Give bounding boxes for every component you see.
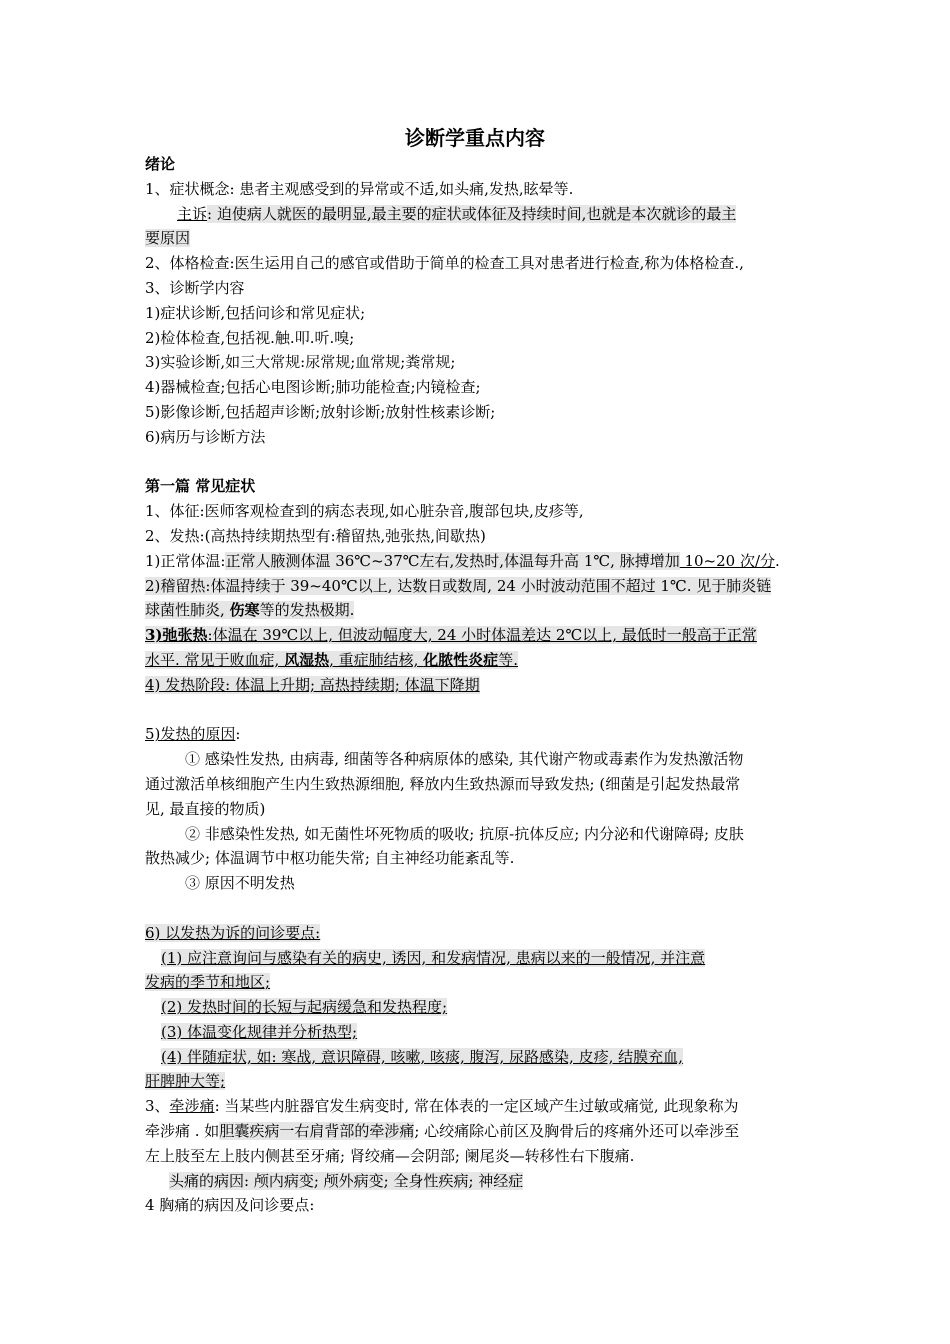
list-item: 5)影像诊断,包括超声诊断;放射诊断;放射性核素诊断;	[145, 402, 496, 421]
text-line	[145, 673, 810, 698]
text-line: 见, 最直接的物质)	[145, 799, 266, 818]
highlighted-text: (4) 伴随症状, 如: 寒战, 意识障碍, 咳嗽, 咳痰, 腹泻, 尿路感染, 皮疹, 结膜充血,	[161, 1047, 683, 1066]
text-line	[145, 1119, 810, 1144]
text-line	[145, 648, 810, 673]
bold-term: 风湿热	[284, 650, 330, 669]
section-heading-intro: 绪论	[145, 155, 176, 173]
text-line: ① 感染性发热, 由病毒, 细菌等各种病原体的感染, 其代谢产物或毒素作为发热激活物	[185, 750, 744, 769]
highlighted-text: 水平. 常见于败血症,	[145, 650, 285, 669]
text-line	[145, 1094, 810, 1119]
text-line: 2、体格检查:医生运用自己的感官或借助于简单的检查工具对患者进行检查,称为体格检查.,	[145, 254, 744, 273]
highlighted-text: 4) 发热阶段: 体温上升期; 高热持续期; 体温下降期	[145, 675, 480, 694]
text-line: 1、体征:医师客观检查到的病态表现,如心脏杂音,腹部包块,皮疹等,	[145, 502, 584, 521]
text-line	[145, 598, 810, 623]
highlighted-text: 6) 以发热为诉的问诊要点:	[145, 923, 321, 942]
highlighted-text: , 重症肺结核,	[329, 650, 424, 669]
text-span: 牵涉痛 . 如	[145, 1122, 220, 1141]
text-line	[145, 1069, 810, 1094]
text-line	[145, 722, 810, 747]
highlighted-text: (3) 体温变化规律并分析热型;	[161, 1022, 358, 1041]
list-item: 3)实验诊断,如三大常规:尿常规;血常规;粪常规;	[145, 353, 456, 372]
text-line	[145, 1020, 810, 1045]
text-span: 1)正常体温:	[145, 551, 226, 570]
text-line	[145, 921, 810, 946]
text-line	[145, 970, 810, 995]
page-title: 诊断学重点内容	[405, 126, 545, 150]
bold-term: 伤寒	[229, 601, 260, 620]
highlighted-text: 肝脾肿大等;	[145, 1072, 226, 1091]
blank-line	[145, 450, 810, 475]
text-line	[145, 995, 810, 1020]
list-item: 4)器械检查;包括心电图诊断;肺功能检查;内镜检查;	[145, 378, 481, 397]
highlighted-text: 要原因	[145, 229, 191, 248]
text-line	[145, 623, 810, 648]
term-referred-pain: 牵涉痛	[169, 1097, 215, 1116]
highlighted-text: (1) 应注意询问与感染有关的病史, 诱因, 和发病情况, 患病以来的一般情况, 并注意	[161, 948, 706, 967]
highlighted-text: 胆囊疾病一右肩背部的牵涉痛	[219, 1122, 415, 1141]
highlighted-text: 头痛的病因: 颅内病变; 颅外病变; 全身性疾病; 神经症	[169, 1171, 524, 1190]
text-line: 3、诊断学内容	[145, 278, 245, 297]
highlighted-text: 正常人腋测体温 36℃~37℃左右,发热时,体温每升高 1℃, 脉搏增加	[225, 551, 680, 570]
list-item: 6)病历与诊断方法	[145, 427, 266, 446]
text-line	[145, 1169, 810, 1194]
highlighted-text: (2) 发热时间的长短与起病缓急和发热程度;	[161, 998, 448, 1017]
highlighted-text: 等的发热极期.	[259, 601, 355, 620]
bold-term: 化脓性炎症	[423, 650, 499, 669]
section-heading-symptoms: 第一篇 常见症状	[145, 477, 256, 496]
text-line: ③ 原因不明发热	[185, 874, 295, 893]
highlighted-text: : 迫使病人就医的最明显,最主要的症状或体征及持续时间,也就是本次就诊的最主	[207, 204, 737, 223]
text-span: :	[235, 725, 241, 744]
text-line	[145, 202, 810, 227]
document-body	[145, 152, 810, 1218]
text-line	[145, 574, 810, 599]
highlighted-text: :体温在 39℃以上, 但波动幅度大, 24 小时体温差达 2℃以上, 最低时一般高于正常	[207, 626, 757, 645]
text-line	[145, 549, 810, 574]
highlighted-text: 球菌性肺炎,	[145, 601, 230, 620]
highlighted-text: 发病的季节和地区;	[145, 973, 271, 992]
text-line: 通过激活单核细胞产生内生致热源细胞, 释放内生致热源而导致发热; (细菌是引起发热最常	[145, 774, 741, 793]
text-line: 4 胸痛的病因及问诊要点:	[145, 1196, 315, 1215]
text-line	[145, 946, 810, 971]
text-line: 散热减少; 体温调节中枢功能失常; 自主神经功能紊乱等.	[145, 849, 515, 868]
term-chief-complaint: 主诉	[177, 204, 208, 223]
list-item: 1)症状诊断,包括问诊和常见症状;	[145, 303, 366, 322]
bold-term: 3)弛张热	[145, 626, 208, 645]
text-span: : 当某些内脏器官发生病变时, 常在体表的一定区域产生过敏或痛觉, 此现象称为	[214, 1097, 739, 1116]
text-line: 2、发热:(高热持续期热型有:稽留热,弛张热,间歇热)	[145, 526, 486, 545]
text-line: ② 非感染性发热, 如无菌性坏死物质的吸收; 抗原-抗体反应; 内分泌和代谢障碍; 皮肤	[185, 824, 744, 843]
list-item: 2)检体检查,包括视.触.叩.听.嗅;	[145, 328, 355, 347]
blank-line	[145, 698, 810, 723]
highlighted-text: 等.	[498, 650, 518, 669]
text-span: 3、	[145, 1097, 170, 1116]
text-span: .	[775, 551, 780, 570]
underlined-text: 5)发热的原因	[145, 725, 236, 744]
text-span: ; 心绞痛除心前区及胸骨后的疼痛外还可以牵涉至	[414, 1122, 740, 1141]
underlined-text: 10~20 次/分	[679, 551, 776, 570]
text-line	[145, 226, 810, 251]
text-line: 左上肢至左上肢内侧甚至牙痛; 肾绞痛—会阴部; 阑尾炎—转移性右下腹痛.	[145, 1146, 635, 1165]
text-line	[145, 1045, 810, 1070]
text-line: 1、症状概念: 患者主观感受到的异常或不适,如头痛,发热,眩晕等.	[145, 179, 574, 198]
blank-line	[145, 896, 810, 921]
highlighted-text: 2)稽留热:体温持续于 39~40℃以上, 达数日或数周, 24 小时波动范围不超过 1℃. 见于肺炎链	[145, 576, 772, 595]
